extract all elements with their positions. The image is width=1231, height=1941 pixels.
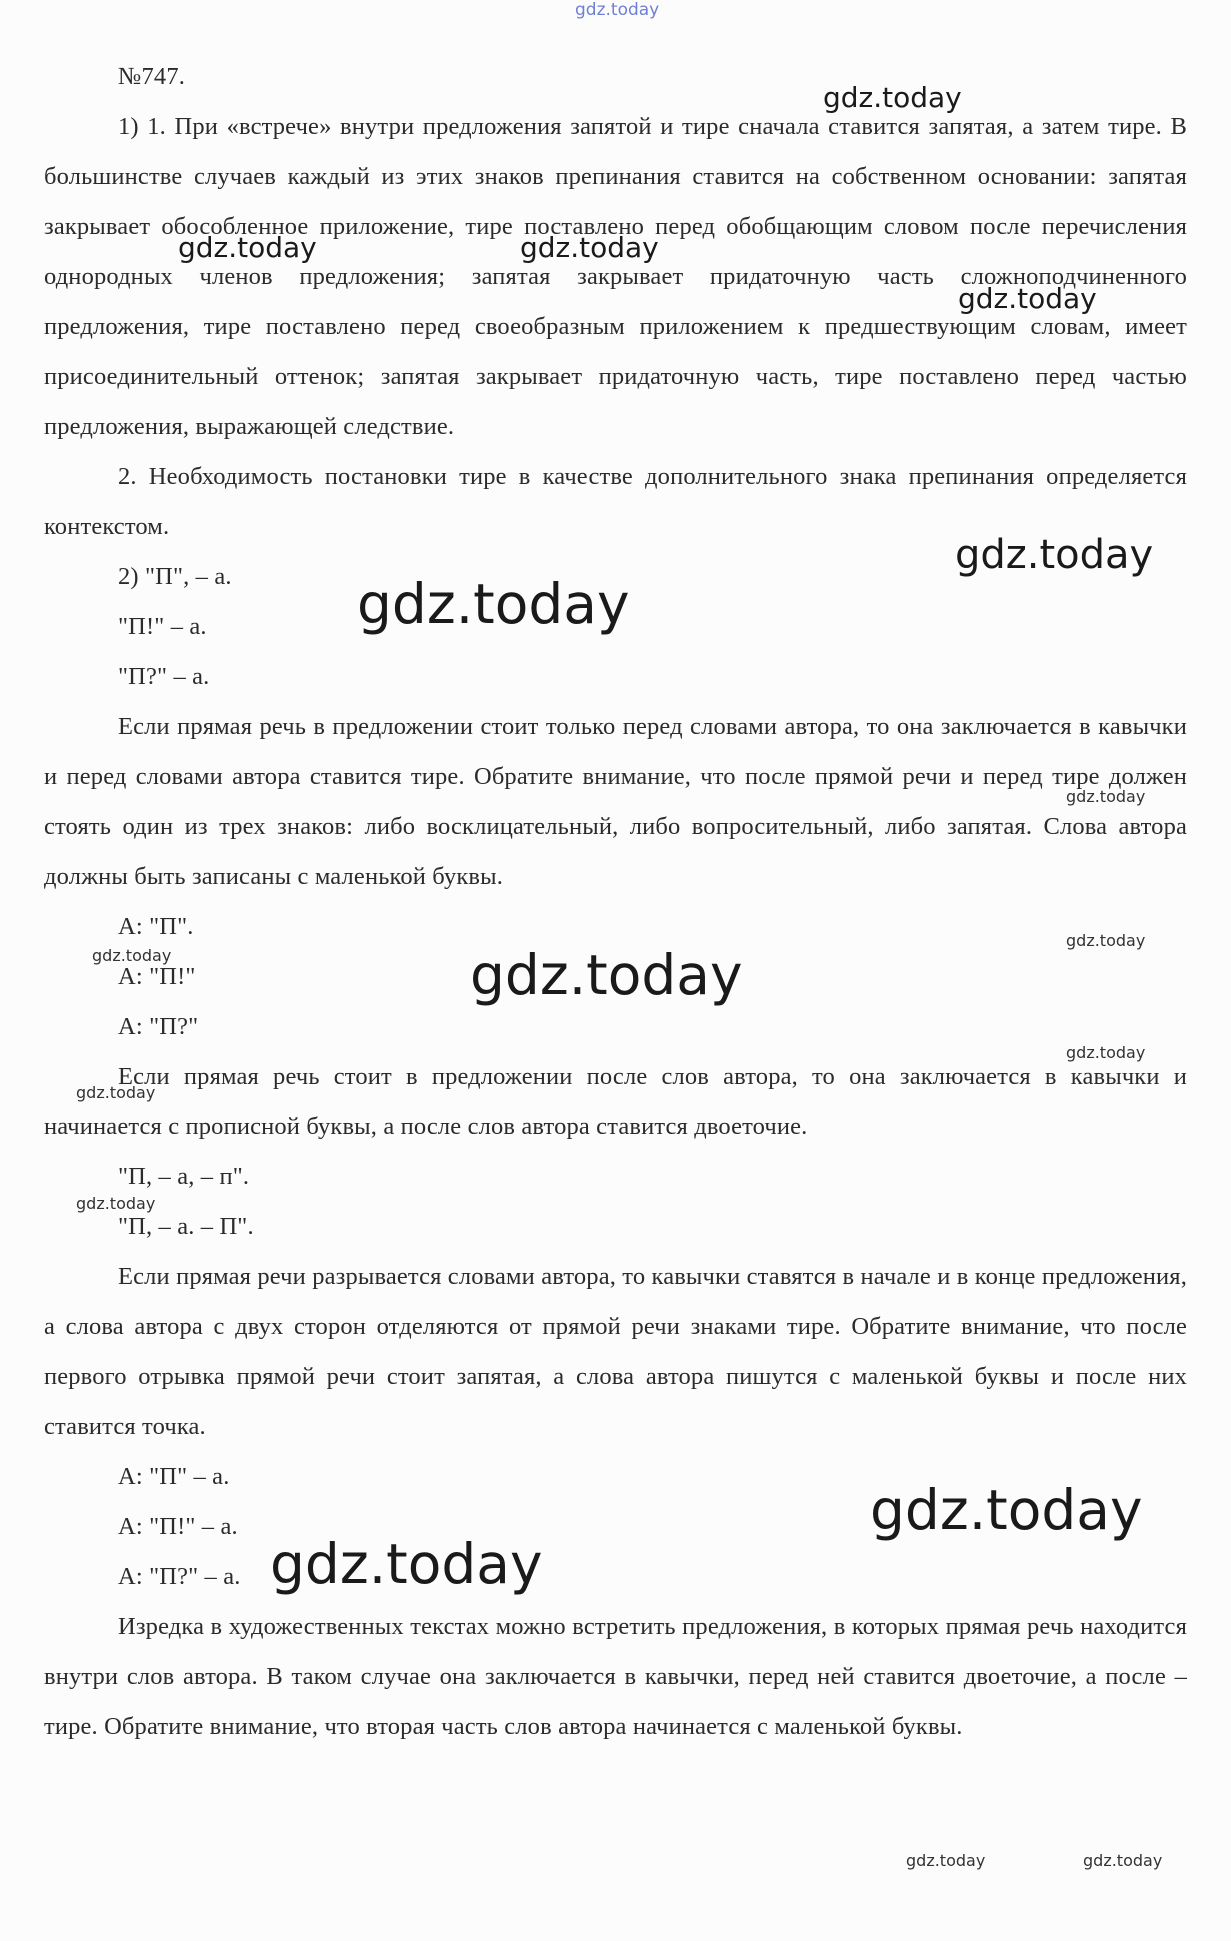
paragraph: Если прямая речь в предложении стоит только перед словами автора, то она заключается в кавычки и перед словами автора ставится тире. Обратите внимание, что после прямой речи и перед тире должен стоять один из трех знаков: либо восклицательный, либо вопросительный, либо запятая. Слова автора должны быть записаны с маленькой буквы. — [44, 713, 1187, 890]
watermark: gdz.today — [76, 1194, 156, 1213]
paragraph: Если прямая речь стоит в предложении после слов автора, то она заключается в кавычки и начинается с прописной буквы, а после слов автора ставится двоеточие. — [44, 1063, 1187, 1140]
paragraph: А: "П!" – а. — [118, 1513, 238, 1540]
paragraph: 1) 1. При «встрече» внутри предложения запятой и тире сначала ставится запятая, а затем тире. В большинстве случаев каждый из этих знаков препинания ставится на собственном основании: запятая закрывает обособленное приложение, тире поставлено перед обобщающим словом после перечисления однородных членов предложения; запятая закрывает придаточную часть сложноподчиненного предложения, тире поставлено перед своеобразным приложением к предшествующим словам, имеет присоединительный оттенок; запятая закрывает придаточную часть, тире поставлено перед частью предложения, выражающей следствие. — [44, 113, 1187, 440]
document-title: №747. — [118, 63, 186, 90]
watermark: gdz.today — [955, 532, 1154, 578]
paragraph: Изредка в художественных текстах можно встретить предложения, в которых прямая речь находится внутри слов автора. В таком случае она заключается в кавычки, перед ней ставится двоеточие, а после – тире. Обратите внимание, что вторая часть слов автора начинается с маленькой буквы. — [44, 1613, 1187, 1740]
watermark: gdz.today — [1083, 1851, 1163, 1870]
paragraph: "П, – а, – п". — [118, 1163, 250, 1190]
paragraph: 2) "П", – а. — [118, 563, 232, 590]
paragraph: "П, – а. – П". — [118, 1213, 254, 1240]
watermark: gdz.today — [470, 943, 743, 1007]
paragraph: А: "П" – а. — [118, 1463, 230, 1490]
watermark: gdz.today — [906, 1851, 986, 1870]
paragraph: А: "П?" — [118, 1013, 199, 1040]
paragraph: "П?" – а. — [118, 663, 210, 690]
watermark: gdz.today — [958, 282, 1097, 315]
paragraph: А: "П". — [118, 913, 194, 940]
watermark: gdz.today — [520, 231, 659, 264]
paragraph: 2. Необходимость постановки тире в качестве дополнительного знака препинания определяется контекстом. — [44, 463, 1187, 540]
watermark: gdz.today — [1066, 1043, 1146, 1062]
watermark: gdz.today — [357, 572, 630, 636]
paragraph: А: "П!" — [118, 963, 196, 990]
watermark: gdz.today — [823, 81, 962, 114]
watermark: gdz.today — [1066, 787, 1146, 806]
paragraph: Если прямая речи разрывается словами автора, то кавычки ставятся в начале и в конце предложения, а слова автора с двух сторон отделяются от прямой речи знаками тире. Обратите внимание, что после первого отрывка прямой речи стоит запятая, а слова автора пишутся с маленькой буквы и после них ставится точка. — [44, 1263, 1187, 1440]
watermark: gdz.today — [870, 1478, 1143, 1542]
watermark: gdz.today — [270, 1532, 543, 1596]
watermark: gdz.today — [178, 231, 317, 264]
watermark: gdz.today — [1066, 931, 1146, 950]
paragraph: А: "П?" – а. — [118, 1563, 241, 1590]
watermark: gdz.today — [575, 0, 660, 20]
watermark: gdz.today — [92, 946, 172, 965]
watermark: gdz.today — [76, 1083, 156, 1102]
paragraph: "П!" – а. — [118, 613, 207, 640]
